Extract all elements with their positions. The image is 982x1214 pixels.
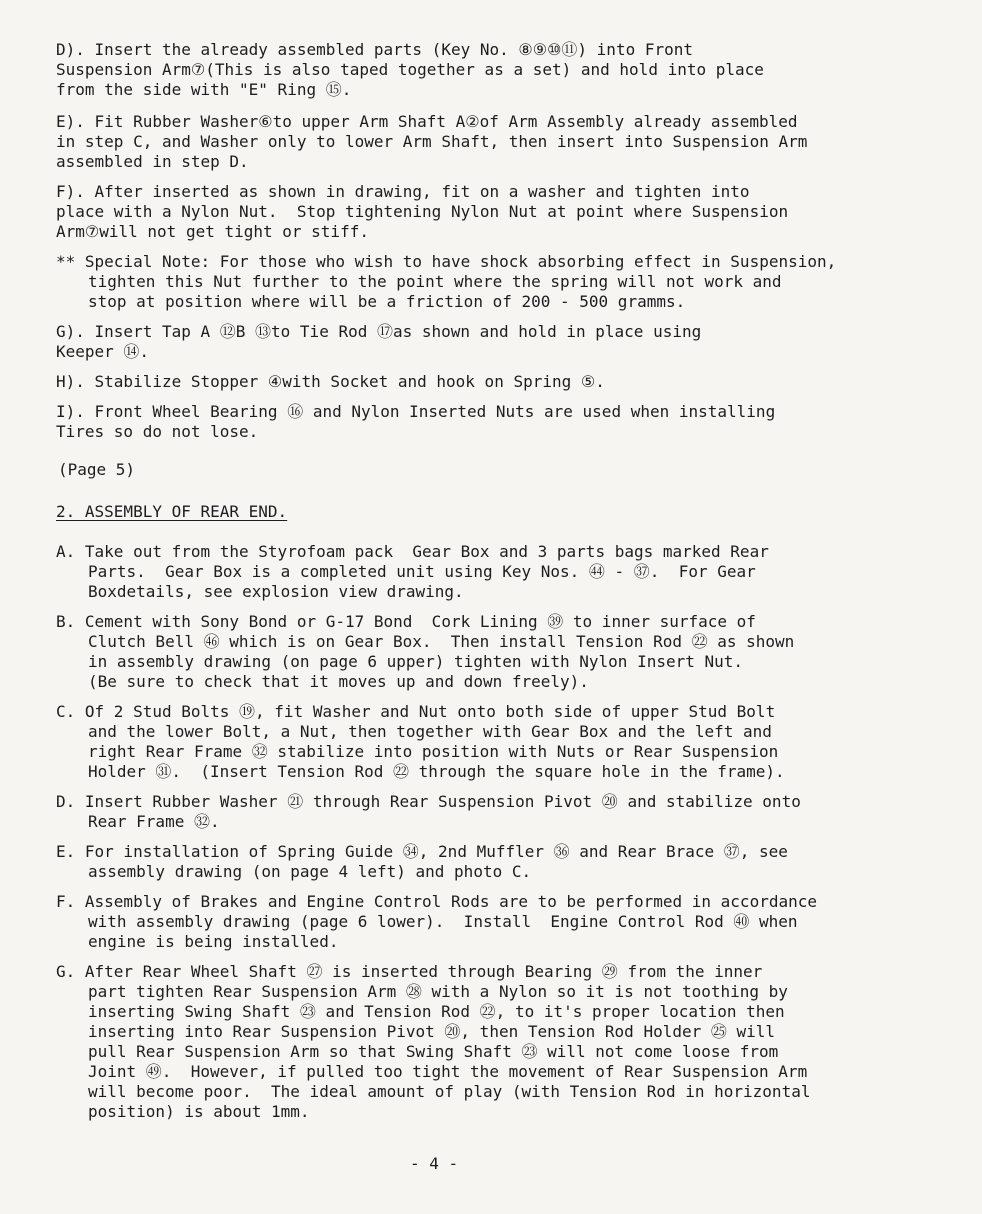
text-line: Arm⑦will not get tight or stiff. — [56, 222, 369, 241]
text-line: place with a Nylon Nut. Stop tightening Nylon Nut at point where Suspension — [56, 202, 789, 221]
text-line: right Rear Frame ㉜ stabilize into position with Nuts or Rear Suspension — [88, 742, 779, 761]
text-line: B. Cement with Sony Bond or G-17 Bond Cork Lining ㊴ to inner surface of — [56, 612, 756, 631]
text-line: Tires so do not lose. — [56, 422, 259, 441]
text-line: with assembly drawing (page 6 lower). Install Engine Control Rod ㊵ when — [88, 912, 798, 931]
text-line: D). Insert the already assembled parts (Key No. ⑧⑨⑩⑪) into Front — [56, 40, 693, 59]
text-line: position) is about 1mm. — [88, 1102, 310, 1121]
step-front-h — [56, 372, 936, 392]
step-rear-d — [56, 792, 936, 832]
step-rear-c — [56, 702, 936, 782]
text-line: Suspension Arm⑦(This is also taped together as a set) and hold into place — [56, 60, 764, 79]
special-note — [56, 252, 936, 312]
text-line: ** Special Note: For those who wish to have shock absorbing effect in Suspension, — [56, 252, 837, 271]
step-front-f — [56, 182, 936, 242]
text-line: tighten this Nut further to the point where the spring will not work and — [88, 272, 782, 291]
text-line: Parts. Gear Box is a completed unit using Key Nos. ㊹ - ㊲. For Gear — [88, 562, 756, 581]
text-line: G. After Rear Wheel Shaft ㉗ is inserted through Bearing ㉙ from the inner — [56, 962, 763, 981]
text-line: Clutch Bell ㊻ which is on Gear Box. Then install Tension Rod ㉒ as shown — [88, 632, 795, 651]
step-rear-a — [56, 542, 936, 602]
step-front-g — [56, 322, 936, 362]
step-rear-f — [56, 892, 936, 952]
text-line: will become poor. The ideal amount of play (with Tension Rod in horizontal — [88, 1082, 811, 1101]
step-rear-e — [56, 842, 936, 882]
text-line: I). Front Wheel Bearing ⑯ and Nylon Inserted Nuts are used when installing — [56, 402, 776, 421]
text-line: engine is being installed. — [88, 932, 339, 951]
text-line: A. Take out from the Styrofoam pack Gear Box and 3 parts bags marked Rear — [56, 542, 769, 561]
text-line: (Be sure to check that it moves up and down freely). — [88, 672, 589, 691]
text-line: stop at position where will be a friction of 200 - 500 gramms. — [88, 292, 686, 311]
text-line: F). After inserted as shown in drawing, fit on a washer and tighten into — [56, 182, 750, 201]
text-line: assembly drawing (on page 4 left) and photo C. — [88, 862, 532, 881]
text-line: part tighten Rear Suspension Arm ㉘ with a Nylon so it is not toothing by — [88, 982, 788, 1001]
text-line: E). Fit Rubber Washer⑥to upper Arm Shaft A②of Arm Assembly already assembled — [56, 112, 798, 131]
text-line: C. Of 2 Stud Bolts ⑲, fit Washer and Nut onto both side of upper Stud Bolt — [56, 702, 776, 721]
text-line: G). Insert Tap A ⑫B ⑬to Tie Rod ⑰as shown and hold in place using — [56, 322, 702, 341]
text-line: D. Insert Rubber Washer ㉑ through Rear Suspension Pivot ⑳ and stabilize onto — [56, 792, 801, 811]
text-line: from the side with "E" Ring ⑮. — [56, 80, 352, 99]
text-line: in assembly drawing (on page 6 upper) tighten with Nylon Insert Nut. — [88, 652, 744, 671]
page-number: - 4 - — [410, 1154, 459, 1173]
text-line: inserting Swing Shaft ㉓ and Tension Rod ㉒, to it's proper location then — [88, 1002, 785, 1021]
text-line: assembled in step D. — [56, 152, 249, 171]
text-line: and the lower Bolt, a Nut, then together with Gear Box and the left and — [88, 722, 772, 741]
page-reference: (Page 5) — [58, 460, 136, 479]
text-line: E. For installation of Spring Guide ㉞, 2nd Muffler ㊱ and Rear Brace ㊲, see — [56, 842, 788, 861]
text-line: Keeper ⑭. — [56, 342, 150, 361]
section-heading-rear-end: 2. ASSEMBLY OF REAR END. — [56, 502, 288, 521]
text-line: inserting into Rear Suspension Pivot ⑳, then Tension Rod Holder ㉕ will — [88, 1022, 776, 1041]
step-front-i — [56, 402, 936, 442]
text-line: H). Stabilize Stopper ④with Socket and hook on Spring ⑤. — [56, 372, 605, 391]
text-line: Boxdetails, see explosion view drawing. — [88, 582, 464, 601]
text-line: Rear Frame ㉜. — [88, 812, 220, 831]
step-rear-b — [56, 612, 936, 692]
text-line: F. Assembly of Brakes and Engine Control Rods are to be performed in accordance — [56, 892, 817, 911]
text-line: pull Rear Suspension Arm so that Swing Shaft ㉓ will not come loose from — [88, 1042, 779, 1061]
step-front-e — [56, 112, 936, 172]
text-line: in step C, and Washer only to lower Arm Shaft, then insert into Suspension Arm — [56, 132, 808, 151]
text-line: Joint ㊾. However, if pulled too tight the movement of Rear Suspension Arm — [88, 1062, 808, 1081]
step-front-d — [56, 40, 936, 100]
step-rear-g — [56, 962, 936, 1122]
text-line: Holder ㉛. (Insert Tension Rod ㉒ through the square hole in the frame). — [88, 762, 785, 781]
